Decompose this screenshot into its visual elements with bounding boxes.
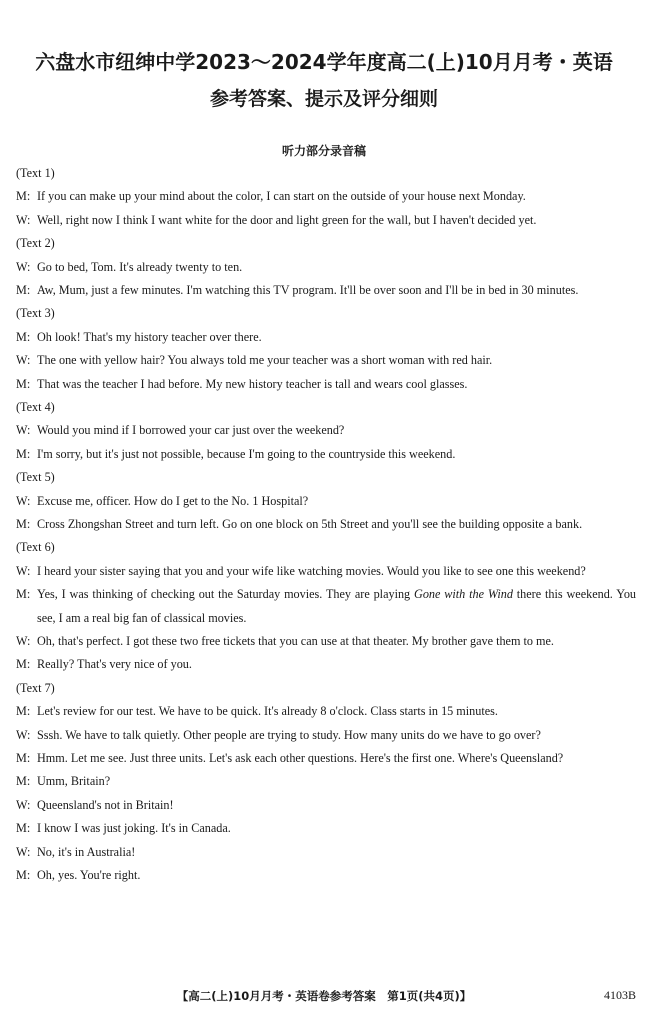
transcript-line [16,794,636,817]
transcript-label: (Text 3) [16,306,55,321]
transcript-line [16,841,636,864]
line-text: Excuse me, officer. How do I get to the No. 1 Hospital? [37,493,309,508]
transcript-line [16,770,636,793]
line-text: Let's review for our test. We have to be quick. It's already 8 o'clock. Class starts in 15 minutes. [37,704,498,719]
transcript-line [16,513,636,536]
speaker-label: M: [16,821,31,836]
movie-title: Gone with the Wind [414,587,513,602]
line-text: Would you mind if I borrowed your car just over the weekend? [37,423,345,438]
speaker-label: W: [16,844,31,859]
transcript-line [16,700,636,723]
line-text: Umm, Britain? [37,774,111,789]
transcript-label: (Text 4) [16,400,55,415]
line-text [37,583,636,630]
transcript-line [16,490,636,513]
speaker-label: W: [16,353,31,368]
transcript-line [16,747,636,770]
speaker-label: M: [16,376,31,391]
transcript-line [16,653,636,676]
line-text: Well, right now I think I want white for the door and light green for the wall, but I haven't decided yet. [37,212,537,227]
line-text: Oh, that's perfect. I got these two free tickets that you can use at that theater. My brother gave them to me. [37,634,554,649]
speaker-label: W: [16,493,31,508]
line-text: Oh look! That's my history teacher over there. [37,329,262,344]
transcript-line [16,256,636,279]
line-text: Queensland's not in Britain! [37,797,174,812]
line-text-part: Yes, I was thinking of checking out the Saturday movies. They are playing [37,587,415,602]
line-text: I heard your sister saying that you and your wife like watching movies. Would you like to see one this weekend? [37,563,586,578]
speaker-label: M: [16,751,31,766]
transcript-line [16,185,636,208]
line-text: Oh, yes. You're right. [37,868,141,883]
transcript-line [16,373,636,396]
line-text: Go to bed, Tom. It's already twenty to ten. [37,259,243,274]
line-text: Sssh. We have to talk quietly. Other people are trying to study. How many units do we have to go over? [37,727,541,742]
speaker-label: W: [16,563,31,578]
footer-text: 【高二(上)10月月考・英语卷参考答案 第1页(共4页)】 [176,989,472,1003]
document-title: 六盘水市纽绅中学2023～2024学年度高二(上)10月月考・英语 [35,50,613,74]
transcript-label: (Text 1) [16,166,55,180]
transcript-body [16,162,636,887]
line-text: The one with yellow hair? You always told me your teacher was a short woman with red hair. [37,353,493,368]
line-text-part: there this weekend. You see, I am a real big fan of classical movies. [37,587,637,625]
speaker-label: W: [16,212,31,227]
transcript-line [16,817,636,840]
line-text: I know I was just joking. It's in Canada. [37,821,231,836]
line-text: I'm sorry, but it's just not possible, because I'm going to the countryside this weekend. [37,446,456,461]
transcript-line [16,419,636,442]
speaker-label: M: [16,868,31,883]
transcript-line [16,279,636,302]
speaker-label: W: [16,423,31,438]
speaker-label: W: [16,634,31,649]
line-text: No, it's in Australia! [37,844,136,859]
speaker-label: M: [16,283,31,297]
line-text: Really? That's very nice of you. [37,657,192,672]
transcript-line [16,443,636,466]
transcript-line [16,724,636,747]
transcript-line [16,864,636,887]
line-text: Aw, Mum, just a few minutes. I'm watching this TV program. It'll be over soon and I'll be in bed in 30 minutes. [37,283,579,297]
transcript-line [16,560,636,583]
transcript-line [16,583,636,630]
transcript-label: (Text 7) [16,680,55,695]
line-text: Hmm. Let me see. Just three units. Let's ask each other questions. Here's the first one. Where's Queensland? [37,751,564,766]
speaker-label: M: [16,774,31,789]
transcript-line [16,326,636,349]
transcript-label: (Text 2) [16,236,55,251]
footer-code: 4103B [603,988,636,1002]
transcript-line [16,630,636,653]
line-text: That was the teacher I had before. My new history teacher is tall and wears cool glasses. [37,376,468,391]
transcript-label: (Text 6) [16,540,55,555]
document-subtitle: 参考答案、提示及评分细则 [209,88,438,110]
speaker-label: M: [16,189,31,204]
speaker-label: W: [16,797,31,812]
speaker-label: M: [16,517,31,532]
page-footer [0,988,648,1004]
section-title: 听力部分录音稿 [281,144,366,158]
speaker-label: M: [16,657,31,672]
transcript-label: (Text 5) [16,470,55,485]
line-text: Cross Zhongshan Street and turn left. Go on one block on 5th Street and you'll see the building opposite a bank. [37,517,583,532]
speaker-label: M: [16,329,31,344]
speaker-label: W: [16,259,31,274]
speaker-label: M: [16,704,31,719]
transcript-line [16,209,636,232]
line-text: If you can make up your mind about the color, I can start on the outside of your house next Monday. [37,189,526,204]
transcript-line [16,349,636,372]
speaker-label: M: [16,446,31,461]
speaker-label: M: [16,587,31,602]
speaker-label: W: [16,727,31,742]
